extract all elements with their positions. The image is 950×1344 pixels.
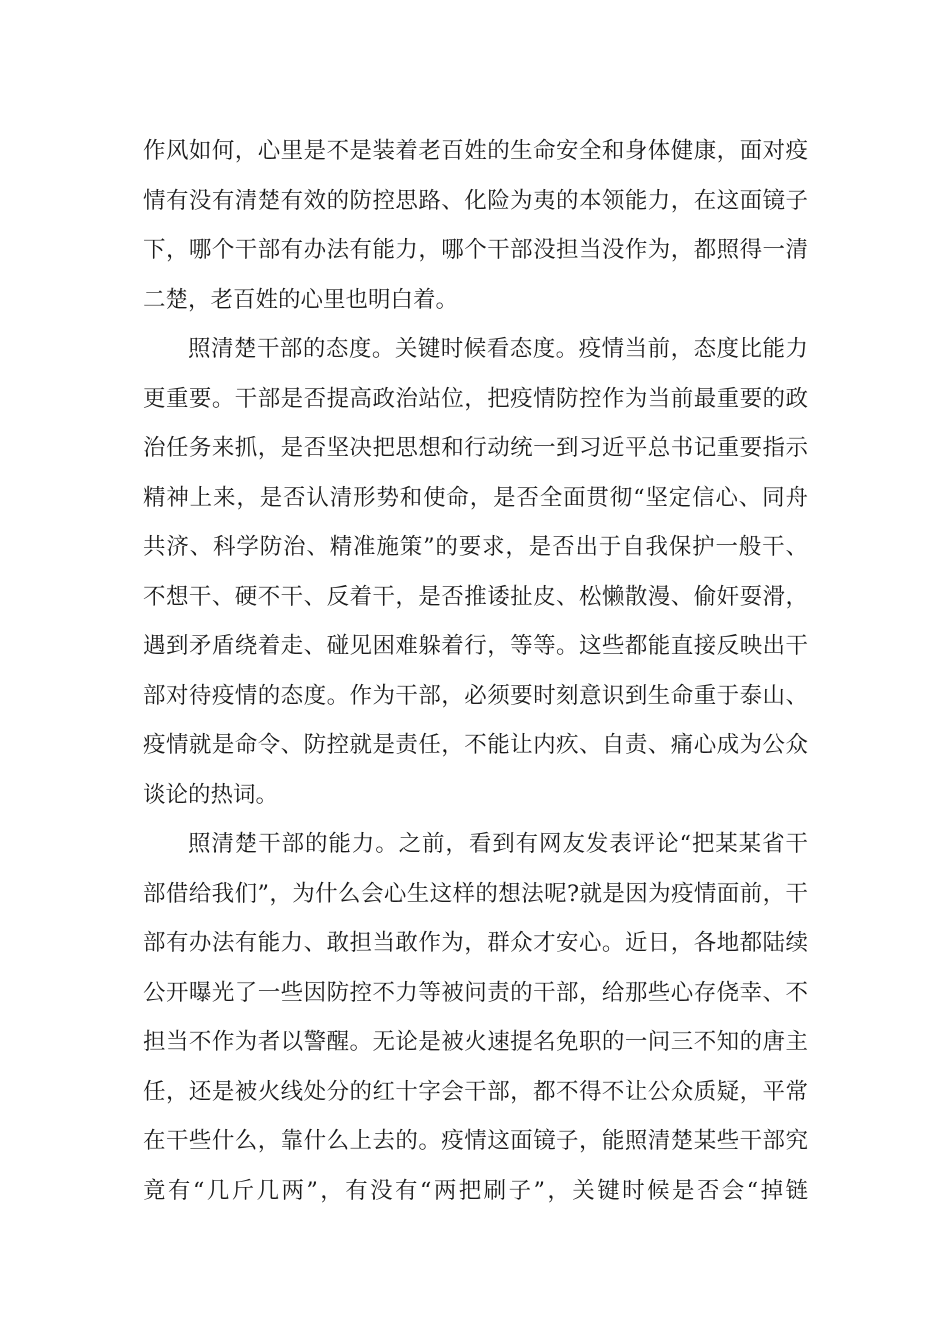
paragraph-line: 不想干、硬不干、反着干，是否推诿扯皮、松懒散漫、偷奸耍滑， — [143, 583, 808, 610]
paragraph-3 — [143, 820, 808, 1216]
paragraph-line: 在干些什么，靠什么上去的。疫情这面镜子，能照清楚某些干部究 — [143, 1128, 808, 1154]
paragraph-line: 部有办法有能力、敢担当敢作为，群众才安心。近日，各地都陆续 — [143, 930, 808, 956]
paragraph-line: 作风如何，心里是不是装着老百姓的生命安全和身体健康，面对疫 — [143, 138, 808, 164]
paragraph-line: 精神上来，是否认清形势和使命，是否全面贯彻“坚定信心、同舟 — [143, 484, 808, 511]
paragraph-line: 谈论的热词。 — [143, 781, 279, 808]
paragraph-line: 公开曝光了一些因防控不力等被问责的干部，给那些心存侥幸、不 — [143, 979, 808, 1006]
paragraph-line: 任，还是被火线处分的红十字会干部，都不得不让公众质疑，平常 — [143, 1078, 808, 1105]
paragraph-line: 共济、科学防治、精准施策”的要求，是否出于自我保护一般干、 — [143, 534, 808, 560]
paragraph-line: 部对待疫情的态度。作为干部，必须要时刻意识到生命重于泰山、 — [143, 682, 808, 709]
paragraph-line: 更重要。干部是否提高政治站位，把疫情防控作为当前最重要的政 — [143, 385, 808, 412]
paragraph-line: 治任务来抓，是否坚决把思想和行动统一到习近平总书记重要指示 — [143, 435, 808, 461]
paragraph-1 — [143, 127, 808, 325]
body-text — [143, 127, 808, 1216]
paragraph-line: 担当不作为者以警醒。无论是被火速提名免职的一问三不知的唐主 — [143, 1029, 808, 1055]
paragraph-line: 部借给我们”，为什么会心生这样的想法呢?就是因为疫情面前，干 — [143, 880, 808, 907]
paragraph-line: 照清楚干部的能力。之前，看到有网友发表评论“把某某省干 — [188, 831, 808, 857]
paragraph-line: 下，哪个干部有办法有能力，哪个干部没担当没作为，都照得一清 — [143, 237, 808, 263]
paragraph-line: 遇到矛盾绕着走、碰见困难躲着行，等等。这些都能直接反映出干 — [143, 633, 808, 659]
paragraph-line: 疫情就是命令、防控就是责任，不能让内疚、自责、痛心成为公众 — [143, 732, 808, 758]
paragraph-2 — [143, 325, 808, 820]
paragraph-line: 二楚，老百姓的心里也明白着。 — [143, 286, 459, 313]
paragraph-line: 竟有“几斤几两”，有没有“两把刷子”，关键时候是否会“掉链 — [143, 1177, 808, 1204]
paragraph-line: 照清楚干部的态度。关键时候看态度。疫情当前，态度比能力 — [188, 336, 808, 362]
paragraph-line: 情有没有清楚有效的防控思路、化险为夷的本领能力，在这面镜子 — [143, 187, 808, 214]
